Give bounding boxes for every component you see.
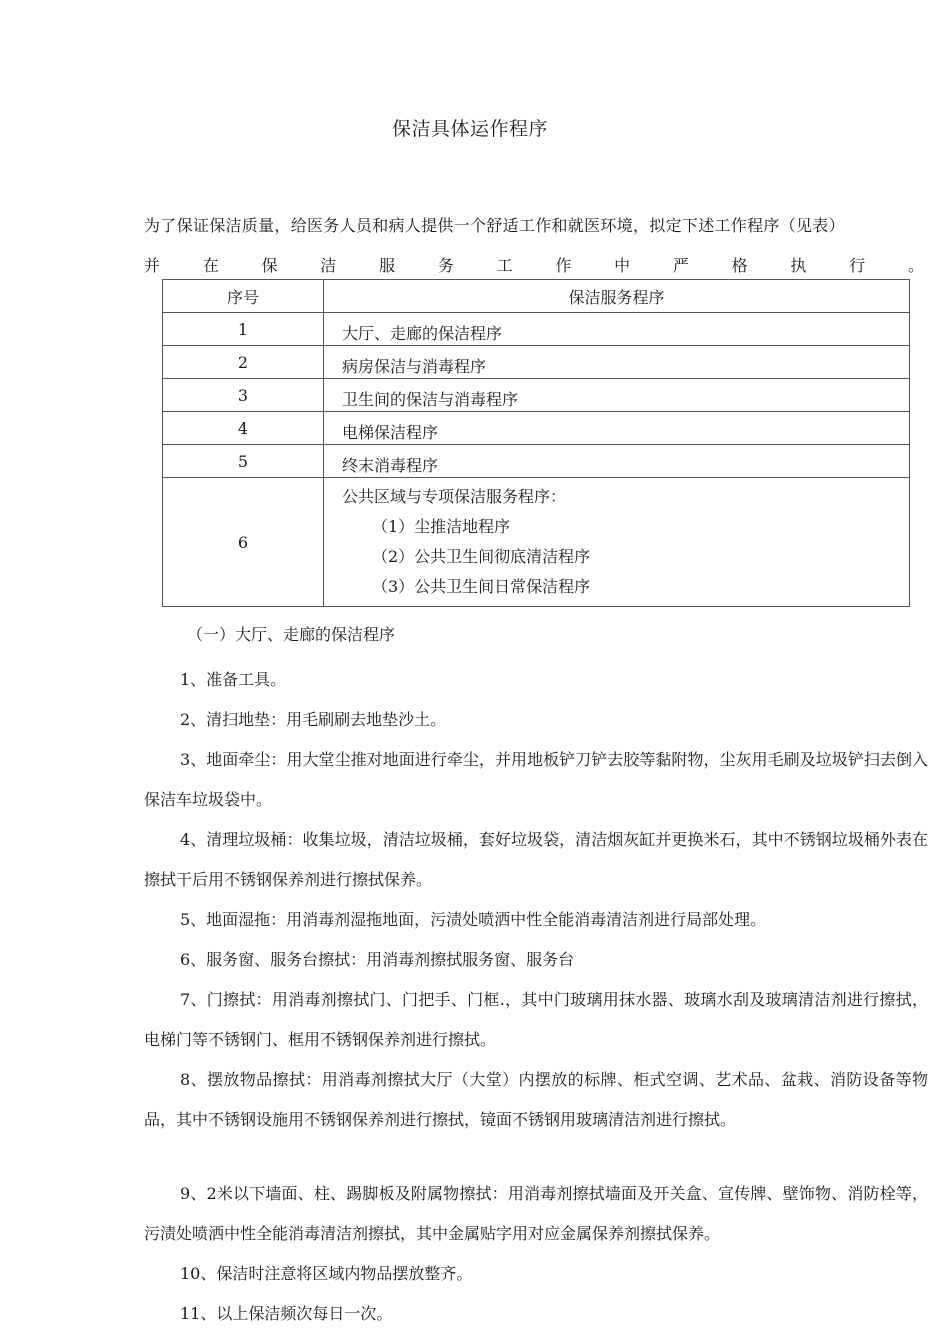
step-item: 10、保洁时注意将区域内物品摆放整齐。 [180,1264,473,1283]
group-item: （2）公共卫生间彻底清洁程序 [372,547,591,566]
row-procedure: 终末消毒程序 [324,445,910,478]
intro-line-2 [144,253,924,276]
group-title: 公共区域与专项保洁服务程序： [342,487,567,506]
intro-char: 洁 [320,256,337,275]
intro-char: 在 [202,256,219,275]
row-number: 2 [163,346,324,379]
page-title: 保洁具体运作程序 [391,118,548,140]
table-row [163,445,910,478]
step-item: 6、服务窗、服务台擦拭：用消毒剂擦拭服务窗、服务台 [180,950,575,969]
intro-char: 服 [379,256,396,275]
intro-char: 务 [437,256,454,275]
step-item: 3、地面牵尘：用大堂尘推对地面进行牵尘，并用地板铲刀铲去胶等黏附物，尘灰用毛刷及垃圾铲扫去倒入保洁车垃圾袋中。 [144,750,928,809]
step-item: 7、门擦拭：用消毒剂擦拭门、门把手、门框.，其中门玻璃用抹水器、玻璃水刮及玻璃清洁剂进行擦拭，电梯门等不锈钢门、框用不锈钢保养剂进行擦拭。 [144,990,928,1049]
intro-line-1: 为了保证保洁质量，给医务人员和病人提供一个舒适工作和就医环境，拟定下述工作程序（见表） [144,216,845,235]
step-item: 8、摆放物品擦拭：用消毒剂擦拭大厅（大堂）内摆放的标牌、柜式空调、艺术品、盆栽、消防设备等物品，其中不锈钢设施用不锈钢保养剂进行擦拭，镜面不锈钢用玻璃清洁剂进行擦拭。 [144,1070,928,1129]
step-item: 1、准备工具。 [180,670,287,689]
procedure-table [162,279,910,607]
row-number: 5 [163,445,324,478]
table-row [163,478,910,607]
step-item: 5、地面湿拖：用消毒剂湿拖地面，污渍处喷洒中性全能消毒清洁剂进行局部处理。 [180,910,767,929]
header-procedure: 保洁服务程序 [324,280,910,313]
intro-char: 执 [790,256,807,275]
step-item: 9、2米以下墙面、柱、踢脚板及附属物擦拭：用消毒剂擦拭墙面及开关盒、宣传牌、壁饰物、消防栓等，污渍处喷洒中性全能消毒清洁剂擦拭，其中金属贴字用对应金属保养剂擦拭保养。 [144,1184,928,1243]
table-row [163,412,910,445]
intro-char: 保 [261,256,278,275]
table-header-row [163,280,910,313]
section-heading: （一）大厅、走廊的保洁程序 [187,625,396,644]
row-procedure: 大厅、走廊的保洁程序 [324,313,910,346]
intro-char: 中 [614,256,631,275]
table-row [163,346,910,379]
row-procedure: 电梯保洁程序 [324,412,910,445]
table-row [163,313,910,346]
intro-char: 作 [555,256,572,275]
row-procedure: 病房保洁与消毒程序 [324,346,910,379]
steps-list [144,660,928,1334]
row-procedure-group [324,478,910,607]
intro-char: 行 [849,256,866,275]
step-item: 2、清扫地垫：用毛刷刷去地垫沙土。 [180,710,447,729]
intro-char: 严 [672,256,689,275]
group-item: （1）尘推洁地程序 [372,517,511,536]
intro-char: 工 [496,256,513,275]
step-item: 11、以上保洁频次每日一次。 [180,1304,393,1323]
step-item: 4、清理垃圾桶：收集垃圾，清洁垃圾桶，套好垃圾袋，清洁烟灰缸并更换米石，其中不锈钢垃圾桶外表在擦拭干后用不锈钢保养剂进行擦拭保养。 [144,830,928,889]
row-number: 3 [163,379,324,412]
header-number: 序号 [163,280,324,313]
group-item: （3）公共卫生间日常保洁程序 [372,577,591,596]
row-number: 6 [163,478,324,607]
intro-char: 。 [907,256,924,275]
intro-char: 并 [144,256,161,275]
intro-char: 格 [731,256,748,275]
row-procedure: 卫生间的保洁与消毒程序 [324,379,910,412]
row-number: 4 [163,412,324,445]
row-number: 1 [163,313,324,346]
table-row [163,379,910,412]
